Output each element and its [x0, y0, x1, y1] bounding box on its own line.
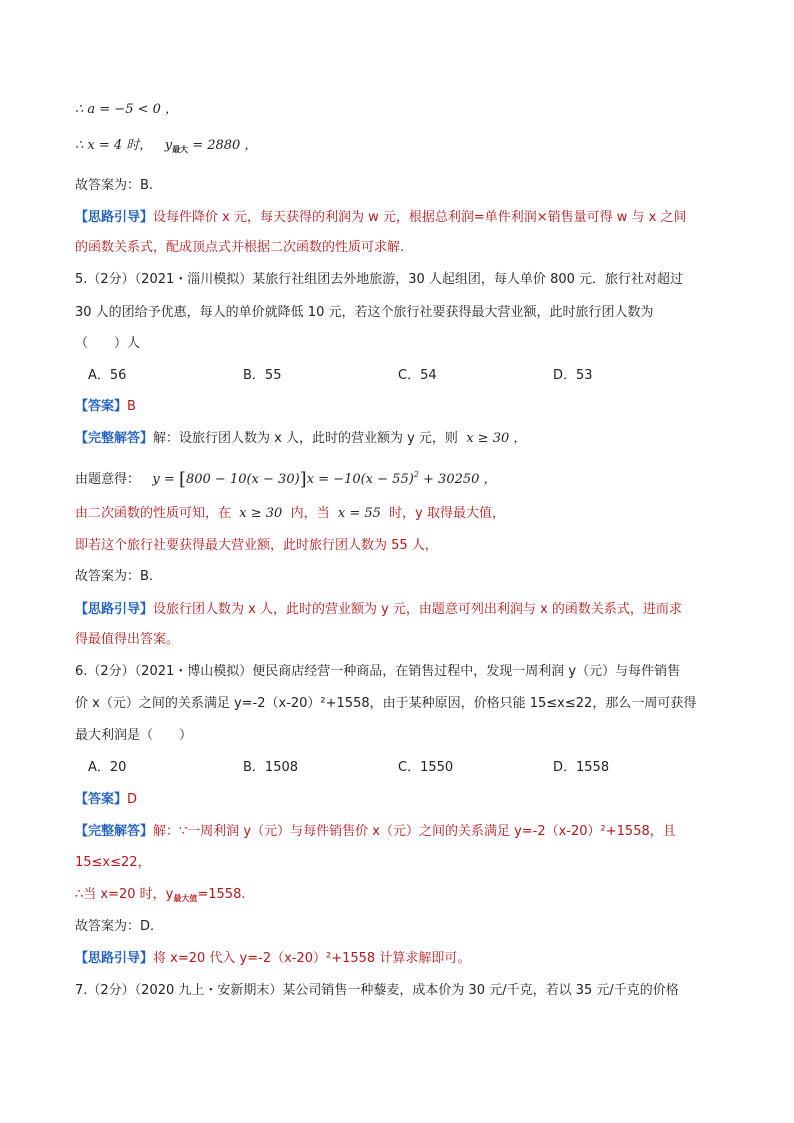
x4-value: = 2880 ，: [188, 138, 258, 153]
q5-eq-y: y =: [152, 472, 179, 487]
q6-option-b: B．1508: [243, 760, 299, 775]
hint-line-2: 的函数关系式，配成顶点式并根据二次函数的性质可求解.: [75, 240, 405, 255]
x4-max-line: [75, 136, 257, 160]
q5-option-c: C．54: [398, 368, 437, 383]
q5-eq-rbracket: ]: [299, 469, 307, 490]
q5-answer-line: [75, 397, 136, 417]
q6-stem-c: 最大利润是（ ）: [75, 728, 193, 743]
q6-solution-1: [75, 822, 676, 842]
q6-sol3-a: ∴当 x=20 时，y: [75, 887, 174, 902]
q5-answer-tag: 【答案】: [75, 399, 128, 414]
q6-solution-text: 解：∵一周利润 y（元）与每件销售价 x（元）之间的关系满足 y=-2（x-20）²+1558，且: [153, 824, 676, 839]
q6-stem-a: 6.（2分）（2021・博山模拟）便民商店经营一种商品，在销售过程中，发现一周利润 y（元）与每件销售: [75, 664, 681, 679]
q5-sol3-b: 内，当: [290, 506, 330, 521]
q5-solution-1: [75, 429, 526, 449]
q5-eq-end: + 30250 ，: [418, 472, 497, 487]
q5-solution-text: 解：设旅行团人数为 x 人，此时的营业额为 y 元，则: [153, 431, 458, 446]
q5-eq-sup: 2: [413, 470, 419, 479]
q5-hint-a: 设旅行团人数为 x 人，此时的营业额为 y 元，由题意可列出利润与 x 的函数关系式，进而求: [153, 602, 682, 617]
hint-text-a: 设每件降价 x 元，每天获得的利润为 w 元，根据总利润=单件利润×销售量可得 w 与 x 之间: [153, 210, 687, 225]
q6-hint-tag: 【思路引导】: [75, 951, 154, 966]
q6-sol3-sub: 最大值: [173, 894, 198, 903]
x4-y: y: [164, 138, 173, 153]
q6-solution-4: 故答案为：D.: [75, 919, 155, 934]
q6-solution-2: 15≤x≤22，: [75, 855, 151, 870]
x4-max-sub: 最大: [172, 145, 189, 154]
q5-option-a: A．56: [88, 368, 127, 383]
q5-sol3-a: 由二次函数的性质可知，在: [75, 506, 232, 521]
q6-solution-3: [75, 885, 245, 909]
q5-hint-2: 得最值得出答案。: [75, 632, 180, 647]
hint-tag: 【思路引导】: [75, 210, 154, 225]
q6-answer: D: [127, 792, 138, 807]
q6-hint-text: 将 x=20 代入 y=-2（x-20）²+1558 计算求解即可。: [153, 951, 471, 966]
q5-solution-tag: 【完整解答】: [75, 431, 154, 446]
q5-sol3-m1: x ≥ 30: [239, 506, 283, 521]
q5-solution-5: 故答案为：B.: [75, 569, 154, 584]
hint-line-1: [75, 208, 687, 228]
q5-hint-1: [75, 600, 682, 620]
q5-sol3-c: 时，y 取得最大值，: [389, 506, 505, 521]
q6-option-c: C．1550: [398, 760, 454, 775]
q5-option-d: D．53: [553, 368, 593, 383]
q5-eq-lbracket: [: [178, 469, 186, 490]
q5-eq-rest: x = −10(x − 55): [306, 472, 414, 487]
q6-option-a: A．20: [88, 760, 127, 775]
q5-stem-a: 5.（2分）（2021・淄川模拟）某旅行社组团去外地旅游，30 人起组团，每人单价 800 元．旅行社对超过: [75, 272, 684, 287]
q6-answer-line: [75, 790, 137, 810]
q7-stem-a: 7.（2分）（2020 九上・安新期末）某公司销售一种藜麦，成本价为 30 元/千克，若以 35 元/千克的价格: [75, 983, 679, 998]
q5-stem-b: 30 人的团给予优惠，每人的单价就降低 10 元，若这个旅行社要获得最大营业额，此时旅行团人数为: [75, 305, 654, 320]
q6-sol3-b: =1558.: [197, 887, 246, 902]
q6-option-d: D．1558: [553, 760, 610, 775]
q6-stem-b: 价 x（元）之间的关系满足 y=-2（x-20）²+1558，由于某种原因，价格只能 15≤x≤22，那么一周可获得: [75, 696, 697, 711]
a-negative-line: ∴ a = −5 < 0 ，: [75, 102, 179, 117]
q5-eq-mid: 800 − 10(x − 30): [185, 472, 300, 487]
q6-solution-tag: 【完整解答】: [75, 824, 154, 839]
q6-hint: [75, 949, 470, 969]
q5-answer: B: [127, 399, 136, 414]
q5-solution-4: 即若这个旅行社要获得最大营业额，此时旅行团人数为 55 人，: [75, 538, 438, 553]
q5-solution-math: x ≥ 30 ，: [466, 431, 527, 446]
q5-solution-2-prefix: 由题意得：: [75, 472, 141, 487]
q5-stem-c: （ ）人: [75, 336, 141, 351]
q5-option-b: B．55: [243, 368, 282, 383]
q5-solution-2: [75, 465, 497, 490]
q6-answer-tag: 【答案】: [75, 792, 128, 807]
q5-solution-3: [75, 504, 505, 524]
answer-b-line: 故答案为：B.: [75, 178, 154, 193]
q5-sol3-m2: x = 55: [337, 506, 381, 521]
x4-prefix: ∴ x = 4 时，: [75, 138, 153, 153]
q5-hint-tag: 【思路引导】: [75, 602, 154, 617]
